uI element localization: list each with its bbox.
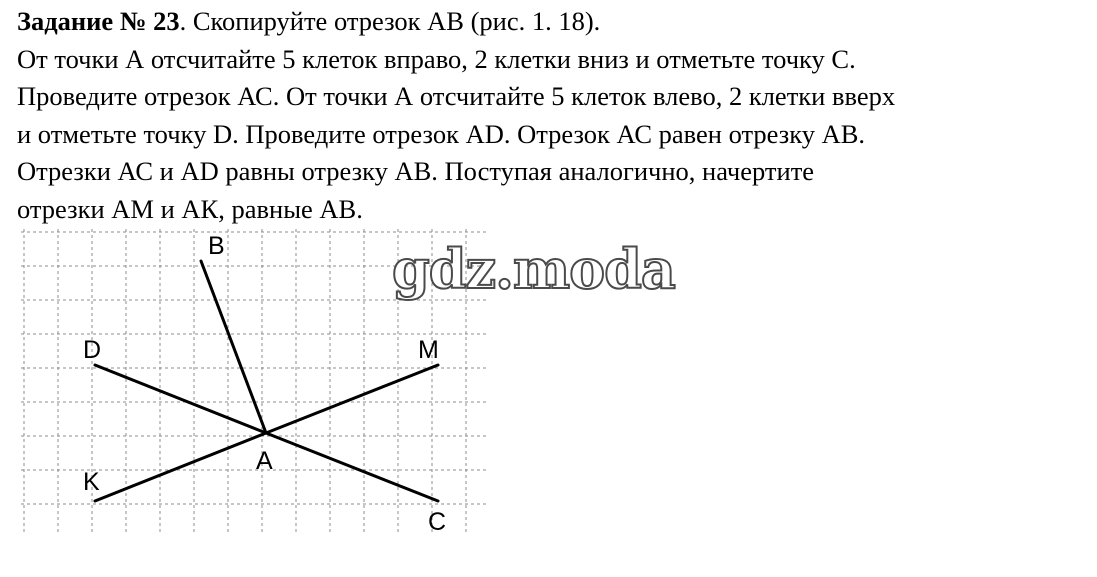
label-b: B (208, 232, 225, 260)
segment-ad (95, 365, 266, 433)
segment-am (266, 365, 438, 433)
segment-ak (95, 433, 266, 501)
label-a: A (256, 447, 273, 475)
task-line-1-text: . Скопируйте отрезок АВ (рис. 1. 18). (179, 6, 601, 36)
task-title: Задание № 23 (17, 6, 180, 36)
label-d: D (83, 336, 102, 364)
label-k: K (83, 468, 100, 496)
task-line-3: Проведите отрезок АС. От точки А отсчитайте 5 клеток влево, 2 клетки вверх (17, 81, 896, 111)
task-line-4: и отметьте точку D. Проведите отрезок AD. Отрезок АС равен отрезку АВ. (17, 118, 866, 149)
task-line-2: От точки А отсчитайте 5 клеток вправо, 2 клетки вниз и отметьте точку С. (17, 43, 856, 74)
task-line-6: отрезки АМ и АК, равные АВ. (17, 193, 363, 224)
segment-ab (201, 261, 266, 433)
watermark: gdz.moda (392, 237, 675, 301)
task-line-5: Отрезки АС и AD равны отрезку АВ. Поступая аналогично, начертите (17, 156, 815, 186)
segment-ac (266, 433, 438, 501)
label-c: C (428, 508, 447, 536)
label-m: M (418, 336, 439, 364)
